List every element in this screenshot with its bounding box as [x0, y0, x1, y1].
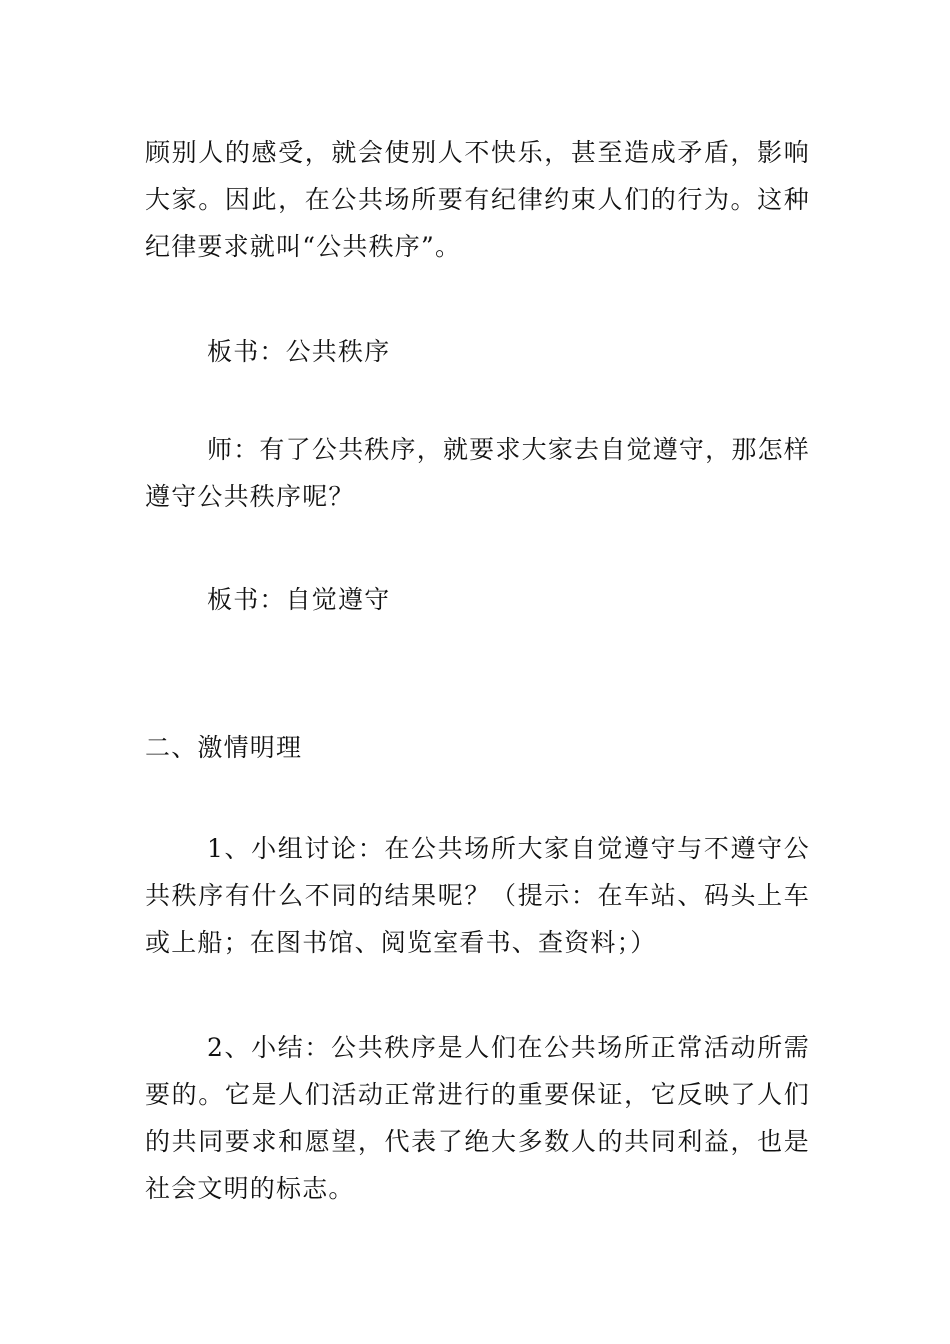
paragraph-blackboard-self-compliance: 板书：自觉遵守: [207, 585, 391, 614]
paragraph-summary: 2、小结：公共秩序是人们在公共场所正常活动所需要的。它是人们活动正常进行的重要保证，它反映了人们的共同要求和愿望，代表了绝大多数人的共同利益，也是社会文明的标志。: [145, 1033, 810, 1203]
section-heading: 二、激情明理: [145, 733, 303, 762]
paragraph-blackboard-public-order: 板书：公共秩序: [207, 337, 391, 366]
paragraph-group-discussion: 1、小组讨论：在公共场所大家自觉遵守与不遵守公共秩序有什么不同的结果呢？（提示：在车站、码头上车或上船；在图书馆、阅览室看书、查资料；）: [145, 834, 810, 957]
paragraph-teacher-question: 师：有了公共秩序，就要求大家去自觉遵守，那怎样遵守公共秩序呢？: [145, 435, 810, 511]
paragraph-continued-text: 顾别人的感受，就会使别人不快乐，甚至造成矛盾，影响大家。因此，在公共场所要有纪律约束人们的行为。这种纪律要求就叫“公共秩序”。: [145, 138, 810, 261]
